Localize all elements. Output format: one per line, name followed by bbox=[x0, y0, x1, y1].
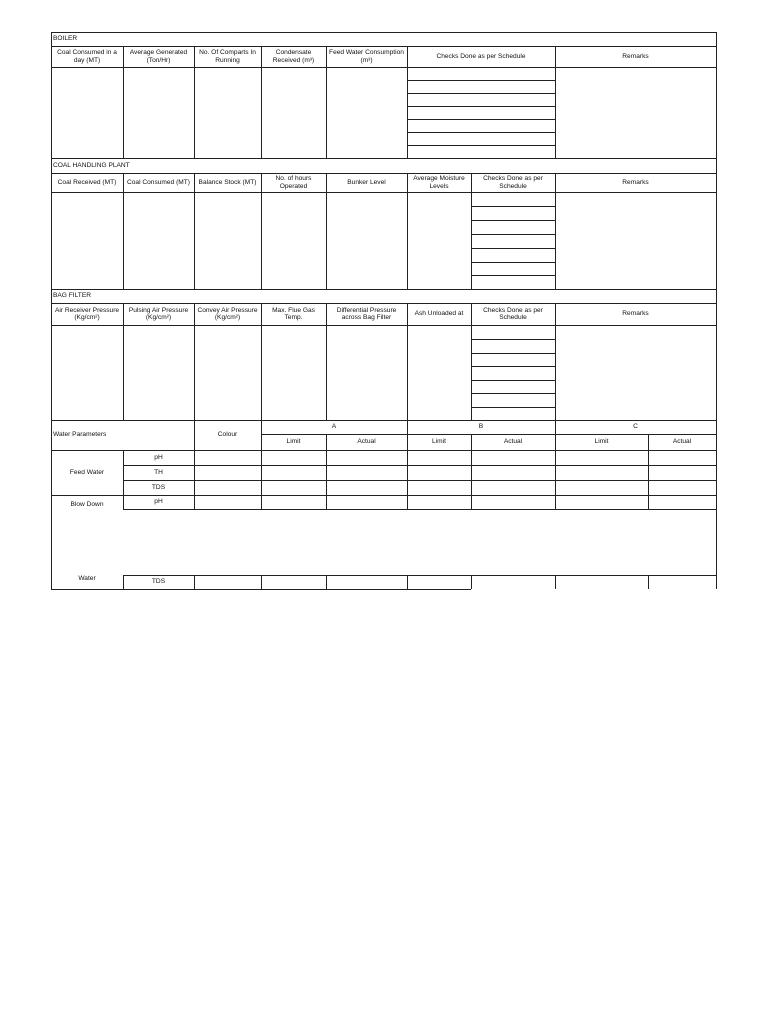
bag-header-checks: Checks Done as per Schedule bbox=[483, 306, 543, 321]
coal-header-consumed: Coal Consumed (MT) bbox=[126, 178, 191, 186]
feed-water-ph: pH bbox=[154, 453, 163, 461]
feed-water-label: Feed Water bbox=[69, 468, 105, 476]
boiler-header-coal-consumed: Coal Consumed in a day (MT) bbox=[57, 49, 117, 64]
boiler-section-title: BOILER bbox=[53, 35, 78, 43]
coal-header-moisture: Average Moisture Levels bbox=[413, 175, 465, 190]
bag-header-flue-gas: Max. Flue Gas Temp. bbox=[272, 306, 315, 321]
coal-header-balance-stock: Balance Stock (MT) bbox=[198, 178, 257, 186]
water-b-limit: Limit bbox=[432, 438, 446, 446]
coal-header-bunker-level: Bunker Level bbox=[347, 178, 386, 186]
water-group-c: C bbox=[633, 423, 638, 431]
boiler-header-remarks: Remarks bbox=[622, 52, 649, 60]
water-group-a: A bbox=[331, 423, 337, 431]
water-colour-header: Colour bbox=[217, 431, 238, 439]
bag-header-pulsing-air: Pulsing Air Pressure (Kg/cm²) bbox=[128, 306, 189, 321]
bag-header-ash-unloaded: Ash Unloaded at bbox=[414, 310, 464, 318]
bag-header-differential: Differential Pressure across Bag Filter bbox=[336, 306, 397, 321]
bag-filter-section-title: BAG FILTER bbox=[53, 292, 91, 300]
water-c-actual: Actual bbox=[672, 438, 692, 446]
boiler-header-comparts: No. Of Comparts In Running bbox=[199, 49, 256, 64]
water-group-b: B bbox=[478, 423, 484, 431]
bag-header-convey-air: Convey Air Pressure (Kg/cm²) bbox=[197, 306, 258, 321]
bag-header-remarks: Remarks bbox=[622, 310, 649, 318]
boiler-header-average-generated: Average Generated (Ton/Hr) bbox=[129, 49, 188, 64]
boiler-header-checks: Checks Done as per Schedule bbox=[436, 52, 526, 60]
boiler-header-feed-water: Feed Water Consumption (m³) bbox=[329, 49, 404, 64]
water-parameters-label: Water Parameters bbox=[53, 431, 107, 439]
water-c-limit: Limit bbox=[594, 438, 609, 446]
blow-down-label: Blow Down bbox=[70, 501, 104, 509]
water-a-actual: Actual bbox=[357, 438, 376, 446]
blow-down-tds: TDS bbox=[151, 578, 166, 586]
coal-header-hours-operated: No. of hours Operated bbox=[275, 175, 312, 190]
water-b-actual: Actual bbox=[503, 438, 523, 446]
coal-header-received: Coal Received (MT) bbox=[57, 178, 117, 186]
coal-handling-section-title: COAL HANDLING PLANT bbox=[53, 161, 130, 169]
blow-down-water-label: Water bbox=[78, 575, 96, 583]
water-a-limit: Limit bbox=[286, 438, 301, 446]
boiler-header-condensate: Condensate Received (m³) bbox=[272, 49, 315, 64]
feed-water-tds: TDS bbox=[151, 483, 166, 491]
coal-header-checks: Checks Done as per Schedule bbox=[483, 175, 543, 190]
blow-down-ph: pH bbox=[154, 498, 163, 506]
feed-water-th: TH bbox=[154, 468, 163, 476]
bag-header-air-receiver: Air Receiver Pressure (Kg/cm²) bbox=[54, 306, 120, 321]
coal-header-remarks: Remarks bbox=[622, 178, 649, 186]
